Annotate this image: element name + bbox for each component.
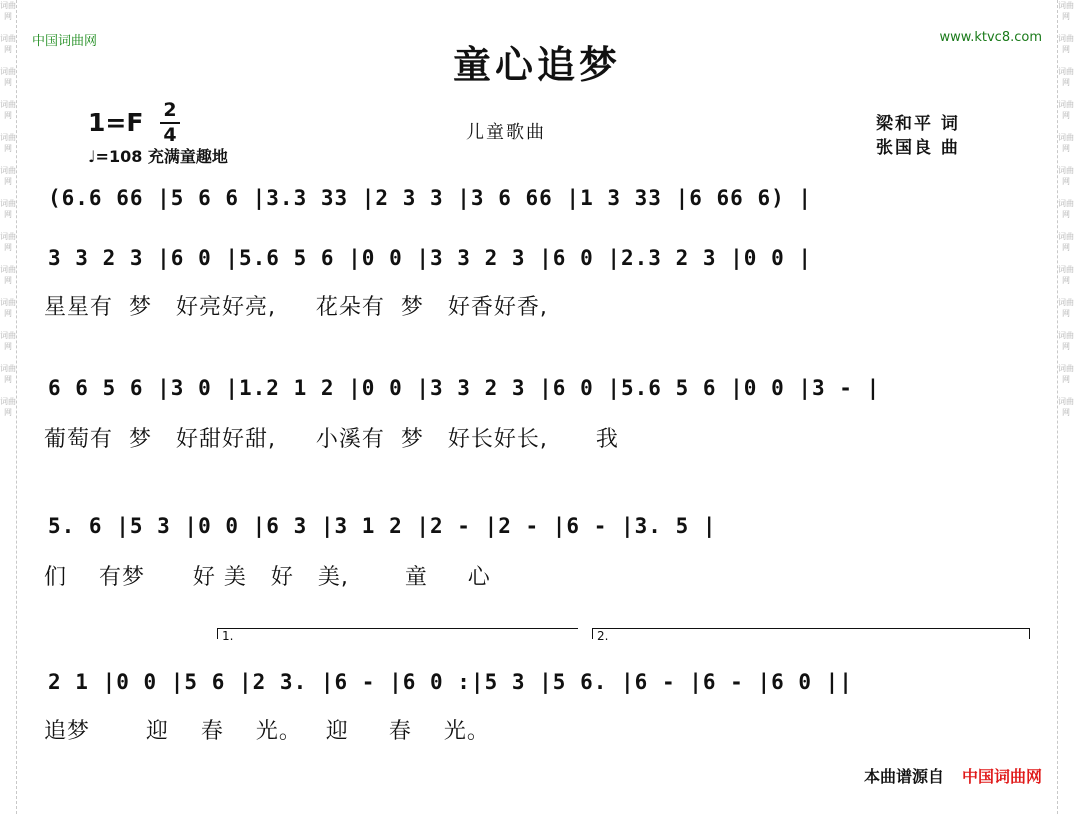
watermark-text: 词曲网 [1058,199,1074,219]
watermark-text: 词曲网 [0,133,16,153]
watermark-text: 词曲网 [1058,232,1074,252]
watermark-text: 词曲网 [0,166,16,186]
watermark-text: 词曲网 [1058,397,1074,417]
source-site: 中国词曲网 [961,767,1042,786]
score-row-5 [40,656,1040,716]
lyricist-credit: 梁和平 词 [876,114,960,134]
lyrics-line-3: 葡萄有 梦 好甜好甜, 小溪有 梦 好长好长, 我 [44,427,619,452]
watermark-text: 词曲网 [0,265,16,285]
notation-line: 5. 6 |5 3 |0 0 |6 3 |3 1 2 |2 - |2 - |6 - |3. 5 | [48,514,717,538]
lyrics-line-4: 们 有梦 好 美 好 美, 童 心 [44,565,491,590]
lyrics-line-5: 追梦 迎 春 光。 迎 春 光。 [44,719,490,744]
watermark-text: 词曲网 [0,67,16,87]
watermark-text: 词曲网 [1058,1,1074,21]
brand-left: 中国词曲网 [32,34,98,49]
watermark-text: 词曲网 [1058,34,1074,54]
score-row-4 [40,500,1040,560]
notation-line: 3 3 2 3 |6 0 |5.6 5 6 |0 0 |3 3 2 3 |6 0 |2.3 2 3 |0 0 | [48,246,813,270]
watermark-text: 词曲网 [1058,100,1074,120]
watermark-text: 词曲网 [1058,166,1074,186]
song-credits [876,112,960,160]
score-row-1 [40,172,1040,232]
watermark-strip-left [0,0,17,814]
watermark-text: 词曲网 [0,100,16,120]
watermark-strip-right [1057,0,1074,814]
watermark-text: 词曲网 [0,364,16,384]
watermark-text: 词曲网 [0,331,16,351]
notation-line: (6.6 66 |5 6 6 |3.3 33 |2 3 3 |3 6 66 |1 3 33 |6 66 6) | [48,186,813,210]
volta-second-ending: 2. [592,628,1030,639]
time-signature-top: 2 [163,99,177,121]
notation-line: 6 6 5 6 |3 0 |1.2 1 2 |0 0 |3 3 2 3 |6 0 |5.6 5 6 |0 0 |3 - | [48,376,881,400]
tempo-marking: ♩=108 充满童趣地 [88,147,228,166]
watermark-text: 词曲网 [1058,133,1074,153]
lyrics-line-2: 星星有 梦 好亮好亮, 花朵有 梦 好香好香, [44,295,548,320]
song-genre: 儿童歌曲 [466,122,546,143]
song-title: 童心追梦 [452,43,621,87]
watermark-text: 词曲网 [0,298,16,318]
score-row-2 [40,232,1040,292]
key-signature: 1=F [88,108,144,137]
time-signature [160,100,180,146]
notation-line: 2 1 |0 0 |5 6 |2 3. |6 - |6 0 :|5 3 |5 6. |6 - |6 - |6 0 || [48,670,853,694]
watermark-text: 词曲网 [0,232,16,252]
watermark-text: 词曲网 [0,34,16,54]
watermark-text: 词曲网 [1058,265,1074,285]
watermark-text: 词曲网 [0,397,16,417]
brand-url: www.ktvc8.com [939,30,1042,45]
volta-first-ending: 1. [217,628,578,639]
score-row-3 [40,362,1040,422]
watermark-text: 词曲网 [1058,364,1074,384]
source-label: 本曲谱源自 [863,767,944,786]
time-signature-bottom: 4 [163,124,177,146]
watermark-text: 词曲网 [0,1,16,21]
composer-credit: 张国良 曲 [876,138,960,158]
watermark-text: 词曲网 [1058,298,1074,318]
watermark-text: 词曲网 [0,199,16,219]
source-footer [864,764,1042,787]
watermark-text: 词曲网 [1058,331,1074,351]
watermark-text: 词曲网 [1058,67,1074,87]
